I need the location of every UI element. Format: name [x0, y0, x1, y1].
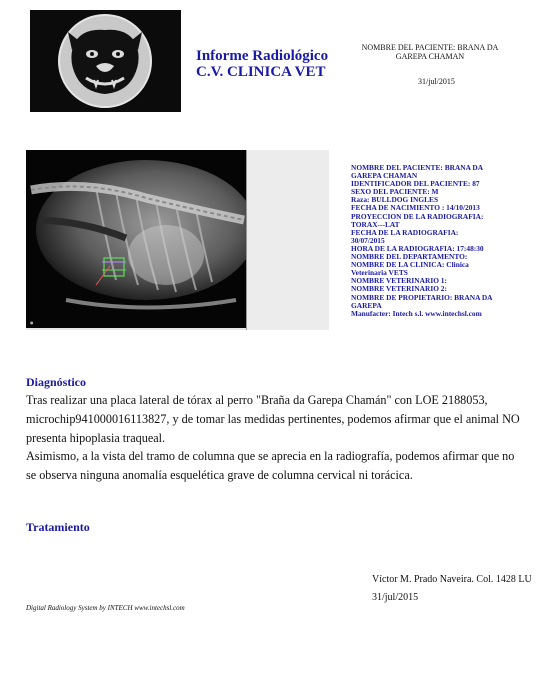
treatment-heading: Tratamiento [26, 520, 90, 534]
info-line: GAREPA [351, 300, 382, 310]
info-line: 30/07/2015 [351, 235, 385, 245]
header-patient-name: NOMBRE DEL PACIENTE: BRANA DA GAREPA CHAMAN [361, 43, 499, 61]
signature-date: 31/jul/2015 [372, 592, 419, 603]
report-title: Informe Radiológico [196, 48, 329, 64]
info-line: Veterinaria VETS [351, 268, 408, 278]
signer-name: Víctor M. Prado Naveira. Col. 1428 LU [372, 574, 532, 585]
info-line: NOMBRE DE PROPIETARIO: BRANA DA [351, 292, 493, 302]
info-line: SEXO DEL PACIENTE: M [351, 187, 439, 197]
radiograph-viewport [26, 150, 246, 328]
bulldog-logo-icon [30, 10, 181, 112]
diagnosis-paragraph-1: Tras realizar una placa lateral de tórax al perro "Braña da Garepa Chamán" con LOE 2188053, microchip941000016113827, y de tomar las medidas pertinentes, podemos afirmar que el animal NO presenta hipoplasia traqueal. [26, 393, 520, 445]
diagnosis-heading: Diagnóstico [26, 375, 86, 389]
info-line: NOMBRE VETERINARIO 1: [351, 276, 447, 286]
info-line: Manufacter: Intech s.l. www.intechsl.com [351, 308, 482, 318]
info-line: IDENTIFICADOR DEL PACIENTE: 87 [351, 179, 480, 189]
info-line: HORA DE LA RADIOGRAFIA: 17:48:30 [351, 243, 484, 253]
info-line: PROYECCION DE LA RADIOGRAFIA: [351, 211, 484, 221]
info-line: FECHA DE NACIMIENTO : 14/10/2013 [351, 203, 480, 213]
info-line: NOMBRE DE LA CLINICA: Clinica [351, 260, 469, 270]
info-line: NOMBRE DEL DEPARTAMENTO: [351, 252, 468, 262]
footer-credit: Digital Radiology System by INTECH www.intechsl.com [26, 604, 185, 612]
diagnosis-paragraph-2: Asimismo, a la vista del tramo de columna que se aprecia en la radiografía, podemos afirmar que no se observa ninguna anomalía esquelética grave de columna cervical ni torácica. [26, 449, 515, 482]
info-line: NOMBRE VETERINARIO 2: [351, 284, 447, 294]
xray-thorax-image [26, 150, 328, 330]
info-line: TORAX---LAT [351, 219, 400, 229]
info-line: FECHA DE LA RADIOGRAFIA: [351, 227, 459, 237]
patient-info-block [351, 164, 521, 318]
clinic-name: C.V. CLINICA VET [196, 64, 326, 80]
info-line: Raza: BULLDOG INGLES [351, 195, 439, 205]
viewer-side-panel [246, 150, 329, 330]
info-line: GAREPA CHAMAN [351, 171, 418, 181]
info-line: NOMBRE DEL PACIENTE: BRANA DA [351, 163, 484, 172]
header-date: 31/jul/2015 [418, 77, 455, 86]
svg-text:●: ● [30, 320, 34, 325]
